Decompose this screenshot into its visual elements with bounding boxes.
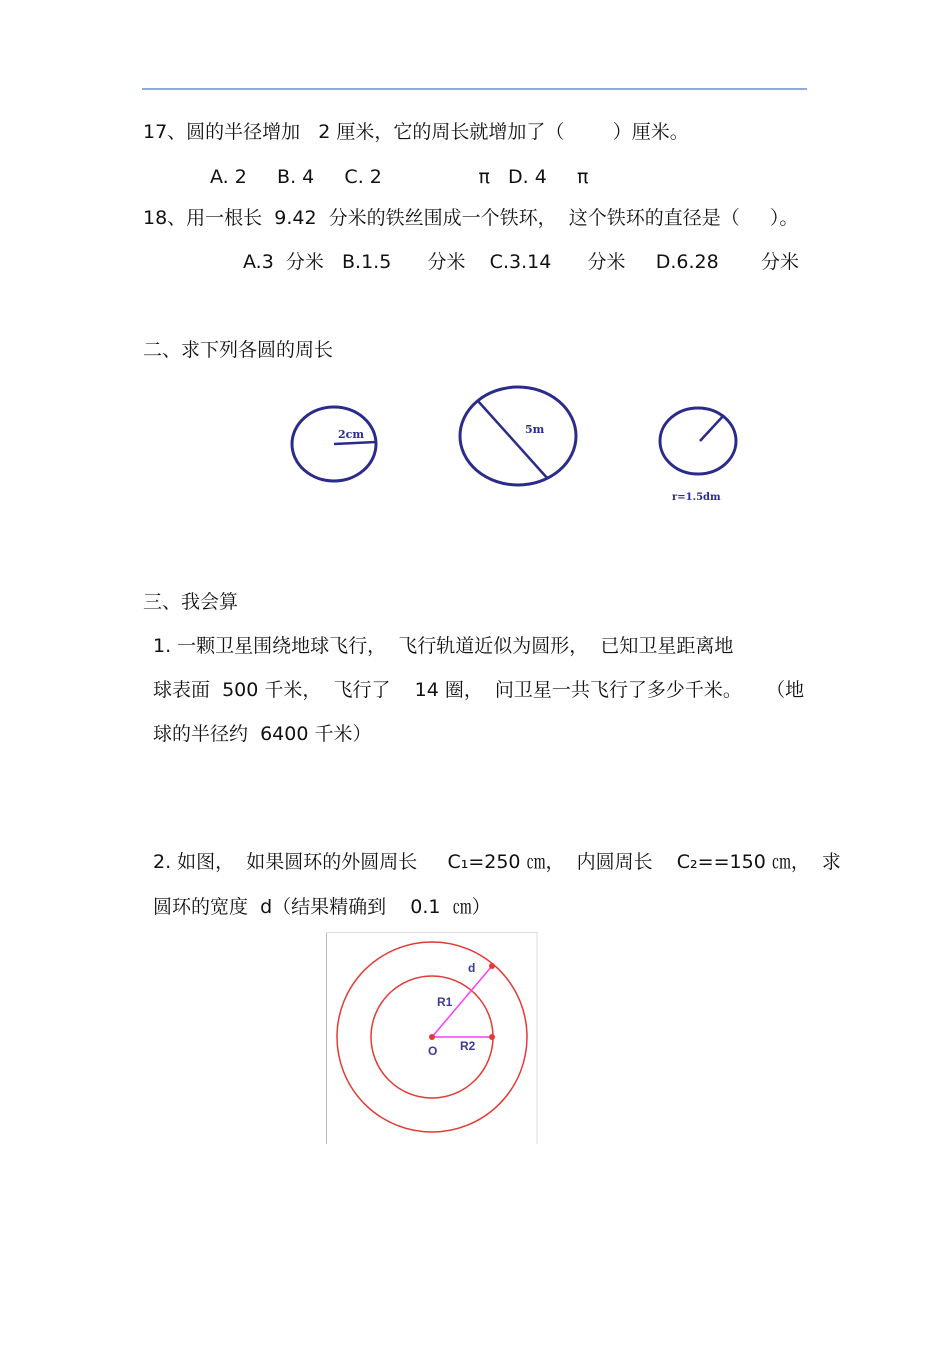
question-18-stem: 18、用一根长 9.42 分米的铁丝围成一个铁环， 这个铁环的直径是（ ）。 [143, 207, 799, 229]
outer-point [489, 963, 495, 969]
section-3-title: 三、我会算 [143, 591, 239, 613]
circle-3-label: r=1.5dm [672, 492, 721, 503]
problem-1-line-1: 1. 一颗卫星围绕地球飞行， 飞行轨道近似为圆形， 已知卫星距离地 [153, 635, 734, 657]
label-r1: R1 [437, 995, 453, 1009]
ring-figure [326, 932, 538, 1144]
label-o: O [428, 1044, 438, 1058]
problem-1-line-3: 球的半径约 6400 千米） [153, 723, 372, 745]
problem-2-line-1: 2. 如图， 如果圆环的外圆周长 C₁=250 ㎝， 内圆周长 C₂==150 ㎝， 求 [153, 851, 841, 873]
circle-2-label: 5m [525, 423, 545, 436]
label-r2: R2 [460, 1039, 476, 1053]
question-18-options: A.3 分米 B.1.5 分米 C.3.14 分米 D.6.28 分米 [243, 251, 799, 273]
circle-3 [660, 408, 736, 474]
circle-1-label: 2cm [338, 428, 364, 441]
circle-2-diameter [478, 401, 548, 479]
problem-1-line-2: 球表面 500 千米， 飞行了 14 圈， 问卫星一共飞行了多少千米。 （地 [153, 679, 805, 701]
section-2-title: 二、求下列各圆的周长 [143, 339, 334, 361]
header-rule [142, 88, 807, 90]
inner-point [489, 1034, 495, 1040]
question-17-options: A. 2 B. 4 C. 2 π D. 4 π [210, 166, 589, 188]
circles-figure [280, 380, 760, 510]
question-17-stem: 17、圆的半径增加 2 厘米，它的周长就增加了（ ）厘米。 [143, 121, 689, 143]
center-point [429, 1034, 435, 1040]
circle-1-radius [334, 442, 376, 444]
label-d: d [468, 961, 476, 975]
problem-2-line-2: 圆环的宽度 d（结果精确到 0.1 ㎝） [153, 896, 491, 918]
circle-3-radius [700, 415, 724, 441]
